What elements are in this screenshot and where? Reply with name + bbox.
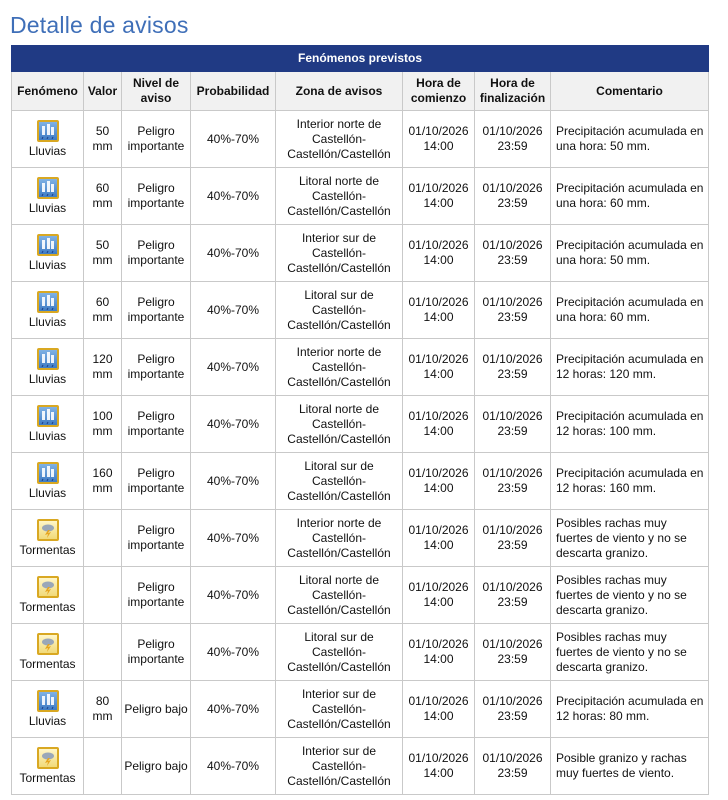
table-row bbox=[12, 282, 709, 339]
table-header-row bbox=[12, 72, 709, 111]
fenomeno-label: Lluvias bbox=[28, 257, 67, 272]
cell-valor: 50 mm bbox=[84, 111, 122, 168]
fenomeno-label: Lluvias bbox=[28, 314, 67, 329]
page-title: Detalle de avisos bbox=[10, 12, 189, 38]
cell-valor: 80 mm bbox=[84, 681, 122, 738]
storm-icon bbox=[37, 519, 59, 541]
cell-nivel: Peligro bajo bbox=[122, 681, 191, 738]
cell-fin: 01/10/2026 23:59 bbox=[475, 453, 551, 510]
cell-fin: 01/10/2026 23:59 bbox=[475, 624, 551, 681]
cell-fin: 01/10/2026 23:59 bbox=[475, 510, 551, 567]
cell-fenomeno bbox=[12, 111, 84, 168]
header-fenomeno: Fenómeno bbox=[12, 72, 84, 111]
cell-nivel: Peligro importante bbox=[122, 339, 191, 396]
table-row bbox=[12, 396, 709, 453]
cell-fin: 01/10/2026 23:59 bbox=[475, 396, 551, 453]
fenomeno-label: Tormentas bbox=[19, 656, 76, 671]
cell-valor: 60 mm bbox=[84, 282, 122, 339]
table-caption: Fenómenos previstos bbox=[12, 46, 709, 72]
cell-comentario: Posible granizo y rachas muy fuertes de viento. bbox=[551, 738, 709, 795]
rain-icon bbox=[37, 291, 59, 313]
cell-valor bbox=[84, 738, 122, 795]
cell-fenomeno bbox=[12, 396, 84, 453]
cell-zona: Litoral norte de Castellón-Castellón/Castellón bbox=[276, 396, 403, 453]
cell-comienzo: 01/10/2026 14:00 bbox=[403, 396, 475, 453]
rain-icon bbox=[37, 690, 59, 712]
cell-comienzo: 01/10/2026 14:00 bbox=[403, 453, 475, 510]
cell-probabilidad: 40%-70% bbox=[191, 282, 276, 339]
cell-fin: 01/10/2026 23:59 bbox=[475, 111, 551, 168]
table-row bbox=[12, 225, 709, 282]
table-row bbox=[12, 453, 709, 510]
cell-probabilidad: 40%-70% bbox=[191, 453, 276, 510]
cell-valor: 160 mm bbox=[84, 453, 122, 510]
cell-probabilidad: 40%-70% bbox=[191, 681, 276, 738]
cell-comentario: Precipitación acumulada en una hora: 60 mm. bbox=[551, 282, 709, 339]
table-row bbox=[12, 738, 709, 795]
cell-comienzo: 01/10/2026 14:00 bbox=[403, 510, 475, 567]
cell-fenomeno bbox=[12, 282, 84, 339]
cell-zona: Litoral sur de Castellón-Castellón/Castellón bbox=[276, 453, 403, 510]
cell-nivel: Peligro importante bbox=[122, 396, 191, 453]
rain-icon bbox=[37, 348, 59, 370]
cell-comentario: Precipitación acumulada en una hora: 50 mm. bbox=[551, 225, 709, 282]
cell-comentario: Precipitación acumulada en 12 horas: 100 mm. bbox=[551, 396, 709, 453]
cell-comentario: Posibles rachas muy fuertes de viento y no se descarta granizo. bbox=[551, 567, 709, 624]
storm-icon bbox=[37, 633, 59, 655]
cell-nivel: Peligro importante bbox=[122, 111, 191, 168]
cell-comentario: Precipitación acumulada en 12 horas: 120 mm. bbox=[551, 339, 709, 396]
cell-zona: Interior sur de Castellón-Castellón/Castellón bbox=[276, 738, 403, 795]
rain-icon bbox=[37, 405, 59, 427]
cell-probabilidad: 40%-70% bbox=[191, 339, 276, 396]
fenomeno-label: Tormentas bbox=[19, 542, 76, 557]
cell-fenomeno bbox=[12, 738, 84, 795]
cell-fin: 01/10/2026 23:59 bbox=[475, 225, 551, 282]
cell-zona: Interior sur de Castellón-Castellón/Castellón bbox=[276, 681, 403, 738]
cell-zona: Interior sur de Castellón-Castellón/Castellón bbox=[276, 225, 403, 282]
rain-icon bbox=[37, 120, 59, 142]
cell-comienzo: 01/10/2026 14:00 bbox=[403, 282, 475, 339]
cell-comienzo: 01/10/2026 14:00 bbox=[403, 681, 475, 738]
cell-valor bbox=[84, 510, 122, 567]
cell-zona: Litoral sur de Castellón-Castellón/Castellón bbox=[276, 624, 403, 681]
fenomeno-label: Lluvias bbox=[28, 485, 67, 500]
cell-valor: 100 mm bbox=[84, 396, 122, 453]
cell-zona: Interior norte de Castellón-Castellón/Castellón bbox=[276, 111, 403, 168]
cell-probabilidad: 40%-70% bbox=[191, 111, 276, 168]
cell-comienzo: 01/10/2026 14:00 bbox=[403, 567, 475, 624]
cell-fin: 01/10/2026 23:59 bbox=[475, 282, 551, 339]
rain-icon bbox=[37, 462, 59, 484]
cell-comienzo: 01/10/2026 14:00 bbox=[403, 624, 475, 681]
fenomeno-label: Lluvias bbox=[28, 143, 67, 158]
cell-nivel: Peligro importante bbox=[122, 168, 191, 225]
header-comienzo: Hora de comienzo bbox=[403, 72, 475, 111]
cell-fenomeno bbox=[12, 168, 84, 225]
cell-fin: 01/10/2026 23:59 bbox=[475, 567, 551, 624]
cell-probabilidad: 40%-70% bbox=[191, 396, 276, 453]
fenomeno-label: Tormentas bbox=[19, 770, 76, 785]
cell-comentario: Precipitación acumulada en 12 horas: 160 mm. bbox=[551, 453, 709, 510]
cell-zona: Interior norte de Castellón-Castellón/Castellón bbox=[276, 510, 403, 567]
rain-icon bbox=[37, 234, 59, 256]
table-row bbox=[12, 510, 709, 567]
header-comentario: Comentario bbox=[551, 72, 709, 111]
storm-icon bbox=[37, 747, 59, 769]
cell-valor: 50 mm bbox=[84, 225, 122, 282]
cell-fenomeno bbox=[12, 624, 84, 681]
header-zona: Zona de avisos bbox=[276, 72, 403, 111]
fenomeno-label: Lluvias bbox=[28, 200, 67, 215]
warnings-table-container bbox=[11, 45, 708, 795]
cell-valor bbox=[84, 567, 122, 624]
cell-probabilidad: 40%-70% bbox=[191, 168, 276, 225]
cell-fin: 01/10/2026 23:59 bbox=[475, 681, 551, 738]
cell-nivel: Peligro bajo bbox=[122, 738, 191, 795]
cell-fin: 01/10/2026 23:59 bbox=[475, 339, 551, 396]
cell-zona: Litoral sur de Castellón-Castellón/Castellón bbox=[276, 282, 403, 339]
cell-probabilidad: 40%-70% bbox=[191, 738, 276, 795]
cell-comentario: Posibles rachas muy fuertes de viento y no se descarta granizo. bbox=[551, 510, 709, 567]
table-row bbox=[12, 339, 709, 396]
cell-fenomeno bbox=[12, 567, 84, 624]
cell-comienzo: 01/10/2026 14:00 bbox=[403, 168, 475, 225]
cell-comentario: Precipitación acumulada en una hora: 60 mm. bbox=[551, 168, 709, 225]
cell-nivel: Peligro importante bbox=[122, 282, 191, 339]
table-row bbox=[12, 168, 709, 225]
cell-nivel: Peligro importante bbox=[122, 453, 191, 510]
warnings-table bbox=[11, 45, 709, 795]
table-caption-row bbox=[12, 46, 709, 72]
table-row bbox=[12, 681, 709, 738]
cell-comentario: Posibles rachas muy fuertes de viento y no se descarta granizo. bbox=[551, 624, 709, 681]
cell-probabilidad: 40%-70% bbox=[191, 624, 276, 681]
cell-comienzo: 01/10/2026 14:00 bbox=[403, 225, 475, 282]
cell-comentario: Precipitación acumulada en una hora: 50 mm. bbox=[551, 111, 709, 168]
cell-comienzo: 01/10/2026 14:00 bbox=[403, 339, 475, 396]
table-row bbox=[12, 624, 709, 681]
cell-fenomeno bbox=[12, 681, 84, 738]
cell-valor bbox=[84, 624, 122, 681]
table-body bbox=[12, 111, 709, 795]
cell-valor: 60 mm bbox=[84, 168, 122, 225]
cell-probabilidad: 40%-70% bbox=[191, 567, 276, 624]
cell-zona: Interior norte de Castellón-Castellón/Castellón bbox=[276, 339, 403, 396]
cell-probabilidad: 40%-70% bbox=[191, 225, 276, 282]
storm-icon bbox=[37, 576, 59, 598]
cell-zona: Litoral norte de Castellón-Castellón/Castellón bbox=[276, 567, 403, 624]
cell-valor: 120 mm bbox=[84, 339, 122, 396]
fenomeno-label: Lluvias bbox=[28, 371, 67, 386]
header-nivel: Nivel de aviso bbox=[122, 72, 191, 111]
header-valor: Valor bbox=[84, 72, 122, 111]
cell-comienzo: 01/10/2026 14:00 bbox=[403, 111, 475, 168]
cell-fenomeno bbox=[12, 225, 84, 282]
cell-zona: Litoral norte de Castellón-Castellón/Castellón bbox=[276, 168, 403, 225]
cell-nivel: Peligro importante bbox=[122, 225, 191, 282]
table-row bbox=[12, 567, 709, 624]
cell-nivel: Peligro importante bbox=[122, 624, 191, 681]
rain-icon bbox=[37, 177, 59, 199]
cell-probabilidad: 40%-70% bbox=[191, 510, 276, 567]
cell-fenomeno bbox=[12, 453, 84, 510]
fenomeno-label: Lluvias bbox=[28, 428, 67, 443]
cell-fin: 01/10/2026 23:59 bbox=[475, 168, 551, 225]
table-row bbox=[12, 111, 709, 168]
cell-nivel: Peligro importante bbox=[122, 510, 191, 567]
fenomeno-label: Lluvias bbox=[28, 713, 67, 728]
cell-nivel: Peligro importante bbox=[122, 567, 191, 624]
cell-comentario: Precipitación acumulada en 12 horas: 80 mm. bbox=[551, 681, 709, 738]
cell-fenomeno bbox=[12, 510, 84, 567]
cell-fin: 01/10/2026 23:59 bbox=[475, 738, 551, 795]
header-finalizacion: Hora de finalización bbox=[475, 72, 551, 111]
cell-comienzo: 01/10/2026 14:00 bbox=[403, 738, 475, 795]
header-probabilidad: Probabilidad bbox=[191, 72, 276, 111]
cell-fenomeno bbox=[12, 339, 84, 396]
fenomeno-label: Tormentas bbox=[19, 599, 76, 614]
